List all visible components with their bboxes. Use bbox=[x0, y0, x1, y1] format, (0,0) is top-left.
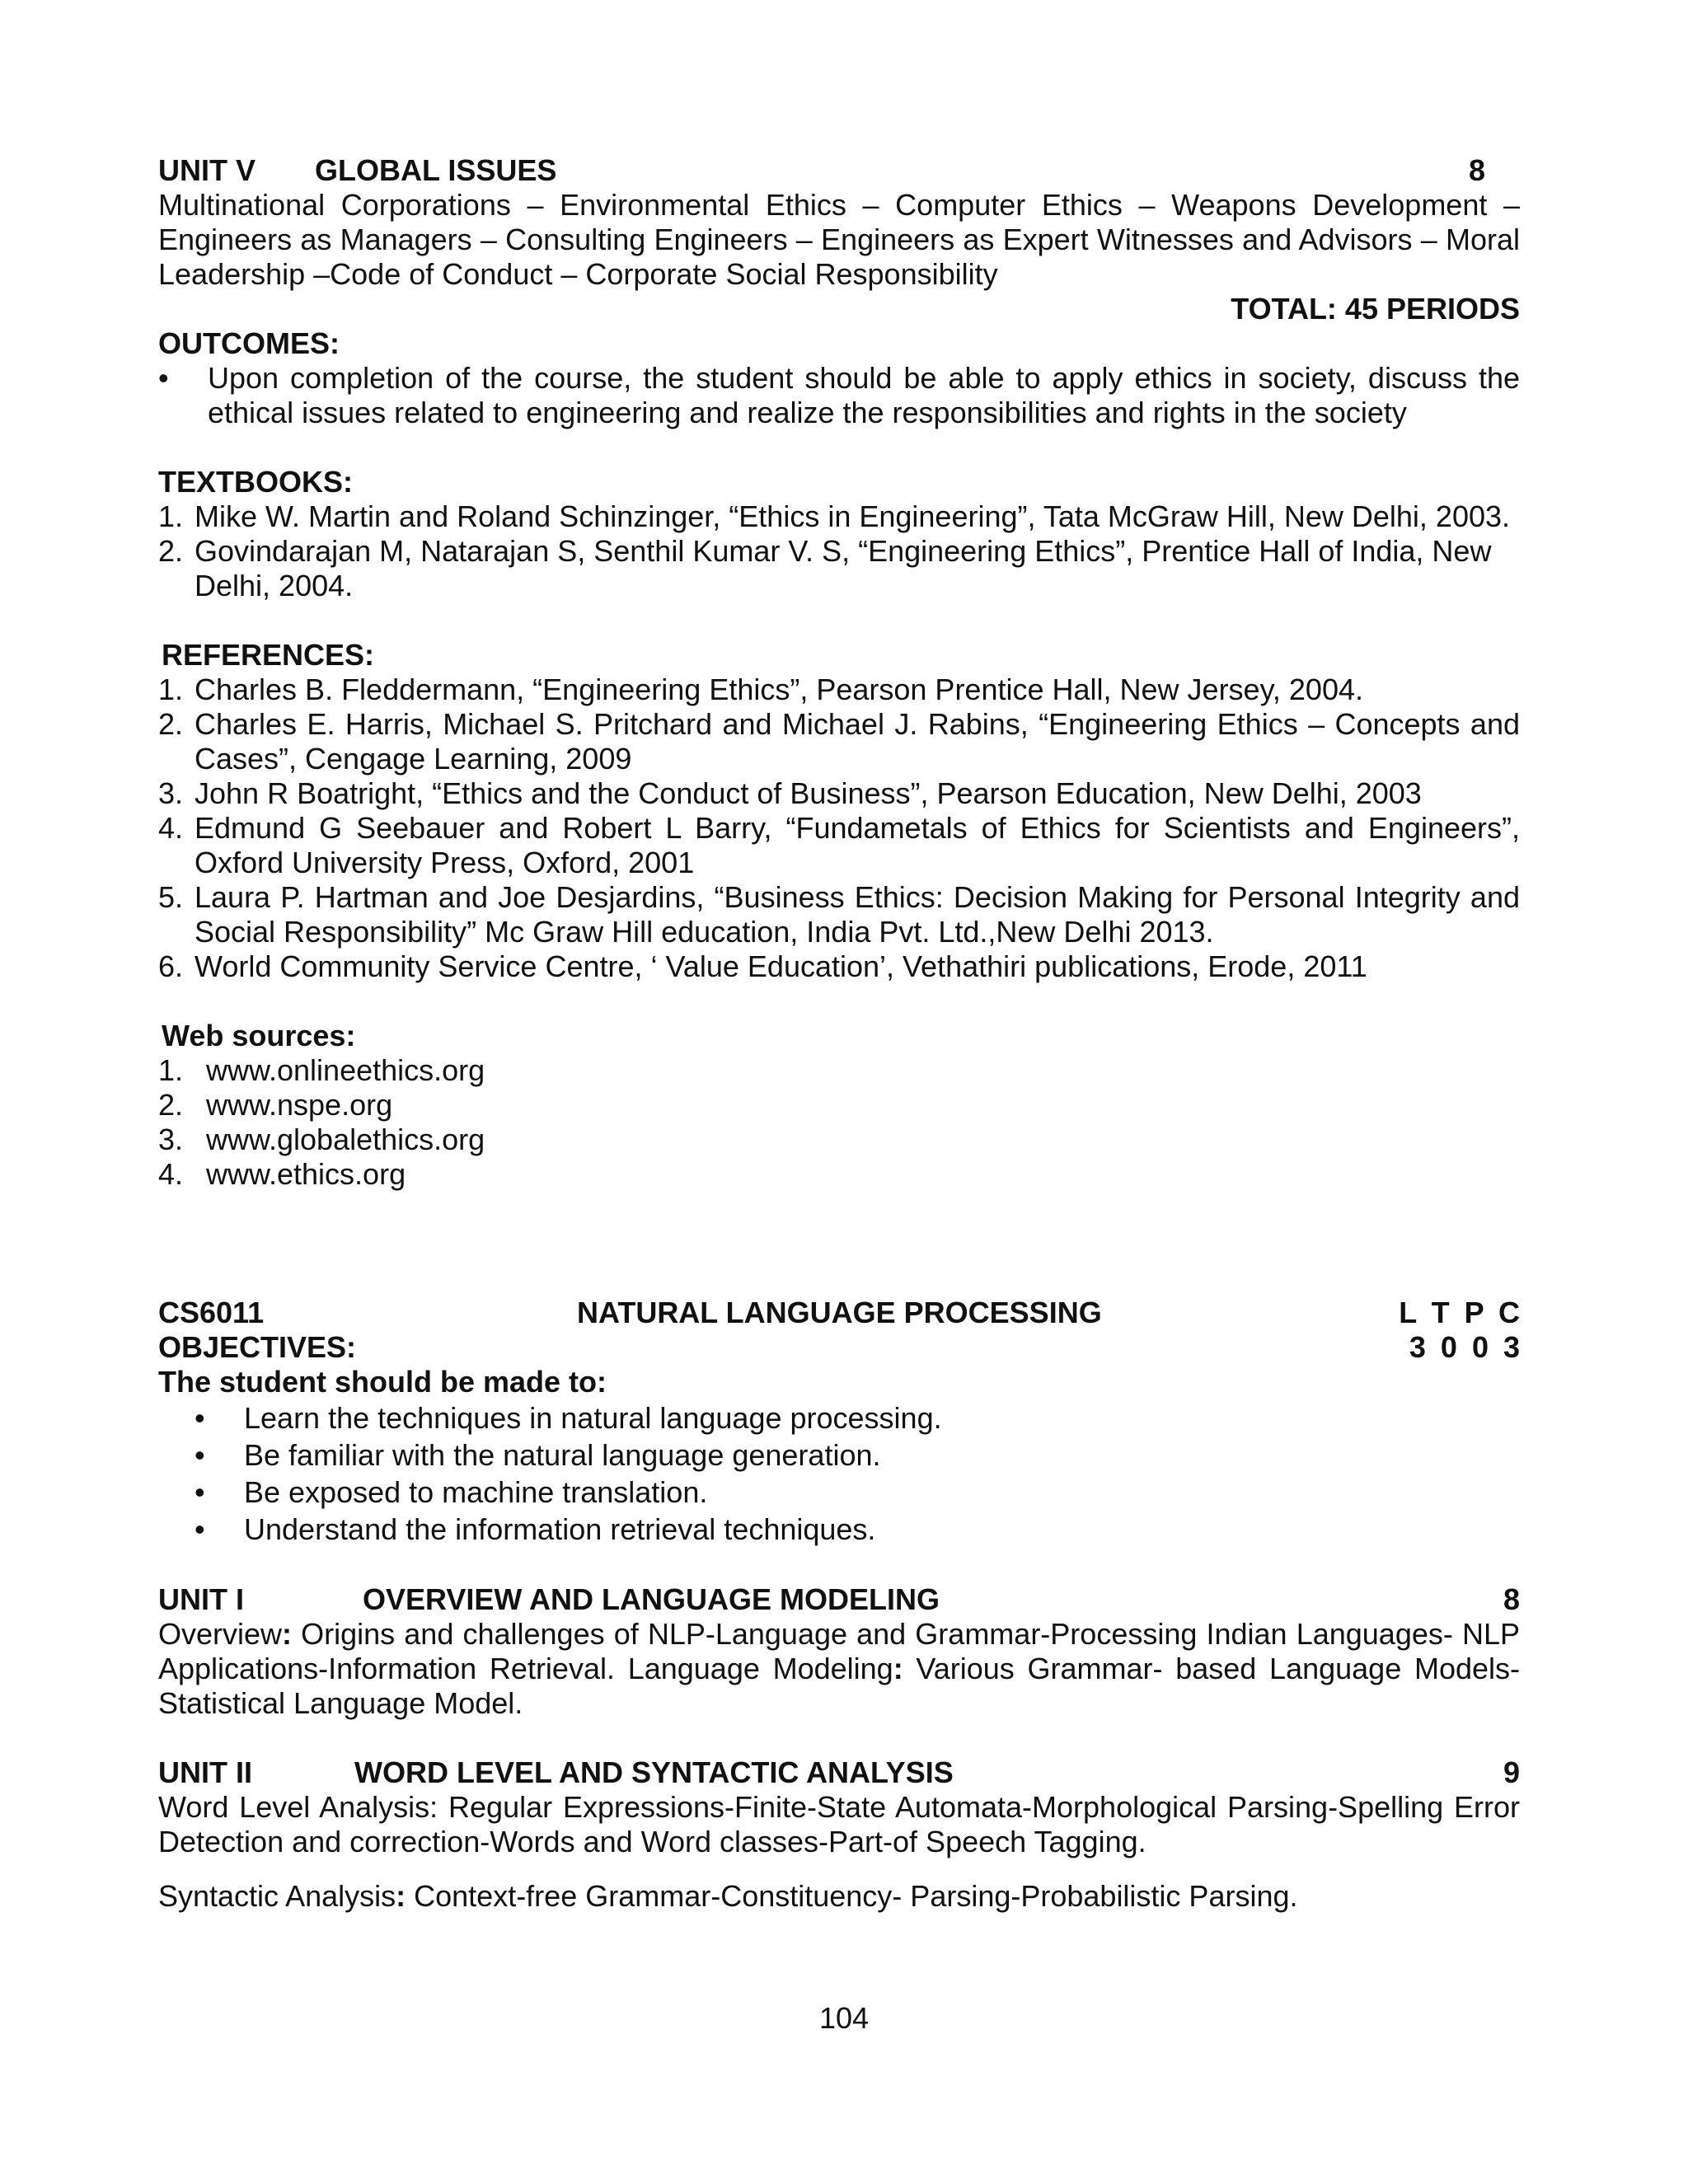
objectives-list bbox=[158, 1399, 1520, 1548]
list-item bbox=[158, 1157, 1520, 1192]
list-item bbox=[158, 880, 1520, 949]
bullet-icon: • bbox=[195, 1401, 205, 1435]
item-text: Mike W. Martin and Roland Schinzinger, “Ethics in Engineering”, Tata McGraw Hill, New Delhi, 2003. bbox=[195, 499, 1511, 533]
unit5-body: Multinational Corporations – Environmental Ethics – Computer Ethics – Weapons Development – Engineers as Managers – Consulting Engineers – Engineers as Expert Witnesses and Advisors – Moral Leadership –Code of Conduct – Corporate Social Responsibility bbox=[158, 188, 1520, 291]
list-item bbox=[158, 811, 1520, 880]
item-number: 1. bbox=[158, 673, 184, 706]
unit5-hours: 8 bbox=[1468, 153, 1485, 187]
web-link: www.nspe.org bbox=[206, 1088, 393, 1122]
unit2-syntactic: Syntactic Analysis: Context-free Grammar-Constituency- Parsing-Probabilistic Parsing. bbox=[158, 1879, 1298, 1913]
unit1-hours: 8 bbox=[1503, 1582, 1520, 1616]
item-number: 1. bbox=[158, 499, 184, 533]
ltpc-values: 3 0 0 3 bbox=[1409, 1330, 1520, 1364]
unit2-hours: 9 bbox=[1503, 1755, 1520, 1789]
bullet-icon: • bbox=[158, 361, 169, 395]
bullet-icon: • bbox=[195, 1475, 205, 1509]
list-item bbox=[158, 949, 1520, 984]
item-number: 4. bbox=[158, 1157, 184, 1191]
list-item bbox=[158, 1088, 1520, 1122]
list-item bbox=[158, 776, 1520, 811]
item-text: World Community Service Centre, ‘ Value Education’, Vethathiri publications, Erode, 2011 bbox=[195, 949, 1367, 983]
bullet-icon: • bbox=[195, 1512, 205, 1546]
outcome-text: Upon completion of the course, the student should be able to apply ethics in society, discuss the ethical issues related to engineering and realize the responsibilities and rights in the society bbox=[208, 361, 1520, 429]
item-number: 2. bbox=[158, 534, 184, 568]
list-item bbox=[158, 673, 1520, 707]
syntactic-label: Syntactic Analysis bbox=[158, 1879, 396, 1913]
web-sources-list bbox=[158, 1053, 1520, 1192]
item-number: 2. bbox=[158, 1088, 184, 1122]
unit1-title: OVERVIEW AND LANGUAGE MODELING bbox=[363, 1582, 940, 1616]
unit2-title: WORD LEVEL AND SYNTACTIC ANALYSIS bbox=[354, 1755, 954, 1789]
item-number: 4. bbox=[158, 811, 184, 845]
unit1-text-2: Various Grammar- based Language Models-Statistical Language Model. bbox=[158, 1652, 1520, 1720]
unit1-header bbox=[158, 1582, 1520, 1617]
list-item bbox=[195, 1474, 1520, 1511]
unit5-header bbox=[158, 153, 1485, 188]
overview-label: Overview bbox=[158, 1617, 283, 1651]
item-text: John R Boatright, “Ethics and the Conduct of Business”, Pearson Education, New Delhi, 2003 bbox=[195, 776, 1422, 810]
ltpc-header: L T P C bbox=[1399, 1296, 1520, 1329]
course-code: CS6011 bbox=[158, 1296, 265, 1329]
unit1-text: Origins and challenges of NLP-Language and Grammar-Processing Indian Languages- NLP Applications-Information Retrieval. Language Modeling bbox=[158, 1617, 1520, 1685]
item-text: Charles E. Harris, Michael S. Pritchard and Michael J. Rabins, “Engineering Ethics – Concepts and Cases”, Cengage Learning, 2009 bbox=[195, 707, 1520, 776]
document-page bbox=[158, 153, 1520, 1914]
objectives-subheading: The student should be made to: bbox=[158, 1365, 607, 1399]
web-link: www.ethics.org bbox=[206, 1157, 406, 1191]
objective-text: Learn the techniques in natural language processing. bbox=[244, 1401, 942, 1435]
list-item bbox=[158, 1122, 1520, 1157]
unit5-title: GLOBAL ISSUES bbox=[315, 153, 557, 187]
item-text: Charles B. Fleddermann, “Engineering Ethics”, Pearson Prentice Hall, New Jersey, 2004. bbox=[195, 673, 1363, 706]
web-link: www.globalethics.org bbox=[206, 1122, 485, 1156]
list-item bbox=[195, 1511, 1520, 1548]
item-number: 3. bbox=[158, 1122, 184, 1156]
unit2-label: UNIT II bbox=[158, 1755, 252, 1789]
item-text: Govindarajan M, Natarajan S, Senthil Kumar V. S, “Engineering Ethics”, Prentice Hall of India, New Delhi, 2004. bbox=[195, 534, 1492, 602]
list-item bbox=[158, 534, 1520, 603]
unit2-body: Word Level Analysis: Regular Expressions-Finite-State Automata-Morphological Parsing-Spelling Error Detection and correction-Words and Word classes-Part-of Speech Tagging. bbox=[158, 1790, 1520, 1858]
item-number: 1. bbox=[158, 1053, 184, 1087]
item-number: 5. bbox=[158, 880, 184, 914]
list-item bbox=[158, 499, 1520, 534]
list-item bbox=[195, 1399, 1520, 1436]
unit1-body: Overview: Origins and challenges of NLP-Language and Grammar-Processing Indian Languages- NLP Applications-Information Retrieval. Language Modeling: Various Grammar- based Language Models-Statistical Language Model. bbox=[158, 1617, 1520, 1720]
unit5-label: UNIT V bbox=[158, 153, 256, 187]
web-sources-heading: Web sources: bbox=[162, 1019, 356, 1052]
item-text: Edmund G Seebauer and Robert L Barry, “Fundametals of Ethics for Scientists and Engineers”, Oxford University Press, Oxford, 2001 bbox=[195, 811, 1520, 879]
objective-text: Be familiar with the natural language generation. bbox=[244, 1438, 881, 1472]
item-number: 2. bbox=[158, 707, 184, 741]
list-item bbox=[158, 361, 1520, 430]
list-item bbox=[195, 1436, 1520, 1474]
course-header bbox=[158, 1296, 1520, 1365]
item-number: 6. bbox=[158, 949, 184, 983]
unit2-header bbox=[158, 1755, 1520, 1790]
objective-text: Be exposed to machine translation. bbox=[244, 1475, 708, 1509]
objective-text: Understand the information retrieval techniques. bbox=[244, 1512, 876, 1546]
list-item bbox=[158, 707, 1520, 776]
references-heading: REFERENCES: bbox=[162, 638, 375, 672]
objectives-heading: OBJECTIVES: bbox=[158, 1330, 357, 1364]
textbooks-list bbox=[158, 499, 1520, 603]
references-list bbox=[158, 673, 1520, 984]
bullet-icon: • bbox=[195, 1438, 205, 1472]
textbooks-heading: TEXTBOOKS: bbox=[158, 465, 354, 499]
web-link: www.onlineethics.org bbox=[206, 1053, 485, 1087]
list-item bbox=[158, 1053, 1520, 1088]
item-number: 3. bbox=[158, 776, 184, 810]
total-periods: TOTAL: 45 PERIODS bbox=[1231, 292, 1520, 326]
outcomes-list bbox=[158, 361, 1520, 430]
unit1-label: UNIT I bbox=[158, 1582, 244, 1616]
course-title: NATURAL LANGUAGE PROCESSING bbox=[577, 1296, 1102, 1329]
page-number: 104 bbox=[818, 2001, 870, 2035]
outcomes-heading: OUTCOMES: bbox=[158, 326, 340, 360]
item-text: Laura P. Hartman and Joe Desjardins, “Business Ethics: Decision Making for Personal Integrity and Social Responsibility” Mc Graw Hill education, India Pvt. Ltd.,New Delhi 2013. bbox=[195, 880, 1520, 949]
syntactic-text: Context-free Grammar-Constituency- Parsing-Probabilistic Parsing. bbox=[406, 1879, 1298, 1913]
